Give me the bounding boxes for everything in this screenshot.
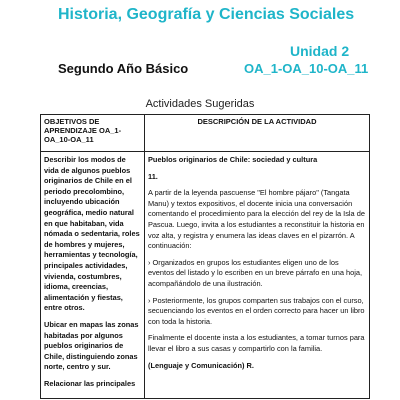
description-header: DESCRIPCIÓN DE LA ACTIVIDAD — [145, 115, 370, 152]
grade-label: Segundo Año Básico — [58, 61, 189, 76]
activity-title: Pueblos originarios de Chile: sociedad y cultura — [148, 155, 318, 164]
unit-label: Unidad 2 — [290, 43, 350, 59]
objective-item: Ubicar en mapas las zonas habitadas por algunos pueblos originarios de Chile, distinguiendo zonas norte, centro y sur. — [44, 319, 139, 372]
table-header-row — [41, 115, 370, 152]
description-cell — [145, 152, 370, 399]
objective-item: Relacionar las principales — [44, 378, 136, 388]
objectives-cell — [41, 152, 145, 399]
objective-item: Describir los modos de vida de algunos pueblos originarios de Chile en el periodo precolombino, incluyendo ubicación geográfica, medio natural en que habitaban, vida nómada o sedentaria, roles de hombres y mujeres, herramientas y tecnología, principales actividades, vivienda, costumbres, idioma, creencias, alimentación y fiestas, entre otros. — [44, 155, 140, 313]
activity-paragraph: › Posteriormente, los grupos comparten sus trabajos con el curso, secuenciando los eventos en el orden correcto para hacer un libro con toda la historia. — [148, 295, 365, 326]
table-row — [41, 152, 370, 399]
activity-paragraph: A partir de la leyenda pascuense "El hombre pájaro" (Tangata Manu) y textos expositivos, el docente inicia una conversación comentando el procedimiento para la elección del rey de la Isla de Pascua. Luego, invita a los estudiantes a reconstituir la historia en voz alta, y registra y enumera las ideas claves en el pizarrón. A continuación: — [148, 188, 365, 251]
section-title: Actividades Sugeridas — [145, 98, 255, 110]
subject-title: Historia, Geografía y Ciencias Sociales — [58, 6, 355, 23]
activity-paragraph: › Organizados en grupos los estudiantes eligen uno de los eventos del listado y lo escriben en un breve párrafo en una hoja, acompañándolo de una ilustración. — [148, 257, 363, 288]
activity-number: 11. — [148, 171, 158, 181]
activity-footnote: (Lenguaje y Comunicación) R. — [148, 360, 254, 370]
activities-table — [40, 114, 370, 399]
objectives-code: OA_1-OA_10-OA_11 — [244, 61, 369, 76]
objectives-header: OBJETIVOS DE APRENDIZAJE OA_1-OA_10-OA_11 — [41, 115, 145, 152]
activity-paragraph: Finalmente el docente insta a los estudiantes, a tomar turnos para llevar el libro a sus casas y compartirlo con la familia. — [148, 333, 365, 353]
